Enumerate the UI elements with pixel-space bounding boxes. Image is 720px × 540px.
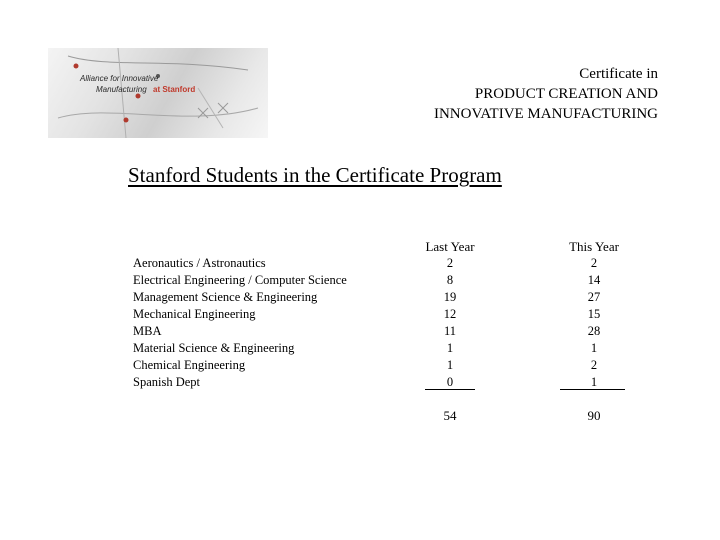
last-year-value: 8 <box>446 273 454 287</box>
last-year-value: 12 <box>443 307 457 321</box>
dept-label: Electrical Engineering / Computer Science <box>133 273 347 287</box>
this-year-value: 2 <box>590 256 598 270</box>
total-rule-last-year <box>425 389 475 390</box>
table-row <box>133 273 633 290</box>
page-heading: Stanford Students in the Certificate Program <box>128 163 502 187</box>
enrollment-table <box>133 256 633 392</box>
last-year-value: 1 <box>446 358 454 372</box>
this-year-value: 28 <box>587 324 601 338</box>
this-year-value: 1 <box>590 341 598 355</box>
dept-label: Chemical Engineering <box>133 358 246 372</box>
certificate-line-3: INNOVATIVE MANUFACTURING <box>433 106 658 122</box>
table-row <box>133 307 633 324</box>
dept-label: MBA <box>133 324 162 338</box>
table-row <box>133 358 633 375</box>
alliance-logo <box>48 48 268 138</box>
table-row <box>133 256 633 273</box>
this-year-value: 2 <box>590 358 598 372</box>
last-year-value: 1 <box>446 341 454 355</box>
table-row <box>133 290 633 307</box>
last-year-value: 2 <box>446 256 454 270</box>
total-this-year: 90 <box>587 408 601 423</box>
total-last-year: 54 <box>443 408 457 423</box>
table-row <box>133 375 633 392</box>
certificate-line-2: PRODUCT CREATION AND <box>474 86 658 102</box>
dept-label: Mechanical Engineering <box>133 307 256 321</box>
logo-text-at-stanford: at Stanford <box>153 85 196 94</box>
last-year-value: 0 <box>446 375 454 389</box>
this-year-value: 27 <box>587 290 601 304</box>
this-year-value: 1 <box>590 375 598 389</box>
dept-label: Spanish Dept <box>133 375 201 389</box>
certificate-title <box>434 64 658 124</box>
this-year-value: 15 <box>587 307 601 321</box>
column-header-this-year: This Year <box>569 239 619 254</box>
logo-text-manufacturing: Manufacturing <box>96 85 147 94</box>
last-year-value: 11 <box>443 324 457 338</box>
dept-label: Aeronautics / Astronautics <box>133 256 266 270</box>
total-rule-this-year <box>560 389 625 390</box>
table-row <box>133 324 633 341</box>
this-year-value: 14 <box>587 273 601 287</box>
table-row <box>133 341 633 358</box>
logo-text-alliance: Alliance for Innovative <box>80 74 159 83</box>
dept-label: Material Science & Engineering <box>133 341 295 355</box>
dept-label: Management Science & Engineering <box>133 290 318 304</box>
certificate-line-1: Certificate in <box>579 66 658 82</box>
column-header-last-year: Last Year <box>425 239 475 254</box>
last-year-value: 19 <box>443 290 457 304</box>
